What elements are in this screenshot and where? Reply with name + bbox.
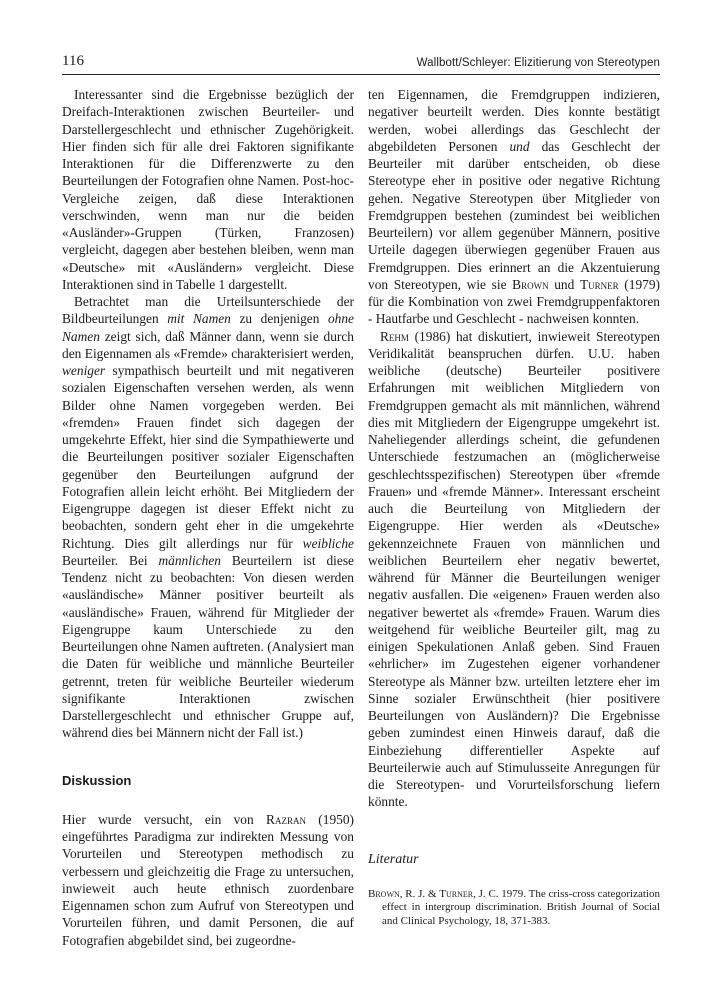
right-column — [368, 86, 660, 928]
section-heading-literatur: Literatur — [368, 851, 419, 867]
page-number: 116 — [62, 53, 84, 69]
paragraph-continued: ten Eigennamen, die Fremdgruppen indizieren, negativer beurteilt werden. Dies konnte bestätigt werden, wobei allerdings das Geschlecht der abgebildeten Personen und das Geschlecht der Beurteiler mit darüber entscheiden, ob diese Stereotype eher in positive oder negative Richtung gehen. Negative Stereotypen über Mitglieder von Fremdgruppen bestehen (zumindest bei weiblichen Beurteilern) vor allem gegenüber Männern, positive Urteile dagegen überwiegen gegenüber Frauen aus Fremdgruppen. Dies erinnert an die Akzentuierung von Stereotypen, wie sie Brown und Turner (1979) für die Kombination von zwei Fremdgruppenfaktoren - Hautfarbe und Geschlecht - nachweisen konnten. — [368, 87, 660, 327]
page-header — [62, 48, 660, 75]
section-heading-diskussion: Diskussion — [62, 772, 132, 788]
running-head: Wallbott/Schleyer: Elizitierung von Stereotypen — [416, 57, 660, 69]
left-column — [62, 86, 354, 949]
paragraph-name-effects: Betrachtet man die Urteilsunterschiede der Bildbeurteilungen mit Namen zu denjenigen ohne Namen zeigt sich, daß Männer dann, wenn sie durch den Eigennamen als «Fremde» charakterisiert werden, weniger sympathisch beurteilt und mit negativeren sozialen Eigenschaften versehen werden, als wenn Bilder ohne Namen vorgegeben werden. Bei «fremden» Frauen findet sich dagegen der umgekehrte Effekt, hier sind die Sympathiewerte und die Beurteilungen positiver sozialer Eigenschaften gegenüber den Beurteilungen aufgrund der Fotografien allein leicht erhöht. Bei Mitgliedern der Eigengruppe dagegen ist dieser Effekt nicht zu beobachten, sondern geht eher in die umgekehrte Richtung. Dies gilt allerdings nur für weibliche Beurteiler. Bei männlichen Beurteilern ist diese Tendenz nicht zu beobachten: Von diesen werden «ausländische» Männer positiver beurteilt als «ausländische» Frauen, während für Mitglieder der Eigengruppe kaum Unterschiede zu den Beurteilungen ohne Namen auftreten. (Analysiert man die Daten für weibliche und männliche Beurteiler getrennt, treten für weibliche Beurteiler wiederum signifikante Interaktionen zwischen Darstellergeschlecht und ethnischer Gruppe auf, während dies bei Männern nicht der Fall ist.) — [62, 294, 354, 741]
paragraph-interactions: Interessanter sind die Ergebnisse bezüglich der Dreifach-Interaktionen zwischen Beurteiler- und Darstellergeschlecht und ethnischer Zugehörigkeit. Hier finden sich für alle drei Faktoren signifikante Interaktionen für die Differenzwerte zu den Beurteilungen der Fotografien ohne Namen. Post-hoc-Vergleiche zeigen, daß diese Interaktionen verschwinden, wenn man nur die beiden «Ausländer»-Gruppen (Türken, Franzosen) vergleicht, dagegen aber bestehen bleiben, wenn man «Deutsche» mit «Ausländern» vergleicht. Diese Interaktionen sind in Tabelle 1 dargestellt. — [62, 87, 354, 292]
paragraph-discussion: Hier wurde versucht, ein von Razran (1950) eingeführtes Paradigma zur indirekten Messung von Vorurteilen und Stereotypen methodisch zu verbessern und gleichzeitig die Frage zu untersuchen, inwieweit auch heute ethnisch zuordenbare Eigennamen schon zum Aufruf von Stereotypen und Vorurteilen führen, und damit Personen, die auf Fotografien abgebildet sind, bei zugeordne- — [62, 811, 354, 948]
reference-entry: Brown, R. J. & Turner, J. C. 1979. The criss-cross categorization effect in intergroup discrimination. British Journal of Social and Clinical Psychology, 18, 371-383. — [368, 887, 660, 927]
paragraph-rehm: Rehm (1986) hat diskutiert, inwieweit Stereotypen Veridikalität beanspruchen dürfen. U.U. haben weibliche (deutsche) Beurteiler positivere Erfahrungen mit weiblichen Mitgliedern von Fremdgruppen gemacht als mit männlichen, während dies mit Mitgliedern der Eigengruppe umgekehrt ist. Naheliegender allerdings scheint, die gefundenen Unterschiede festzumachen an (möglicherweise geschlechtsspezifischen) Stereotypen über «fremde Frauen» und «fremde Männer». Interessant erscheint auch die Beurteilung von Mitgliedern der Eigengruppe. Hier werden als «Deutsche» gekennzeichnete Frauen von männlichen und weiblichen Beurteilern eher negativ bewertet, während für Männer die Beurteilungen weniger negativ ausfallen. Die «eigenen» Frauen werden also negativer bewertet als «fremde» Frauen. Warum dies weitgehend für weibliche Beurteiler gilt, mag zu einigen Spekulationen Anlaß geben. Sind Frauen «ehrlicher» im Zugestehen eigener vorhandener Stereotype als Männer bzw. urteilten letztere eher im Sinne sozialer Erwünschtheit (hier positivere Beurteilungen von Ausländern)? Die Ergebnisse geben zumindest einen Hinweis darauf, daß die Einbeziehung differentieller Aspekte auf Beurteilerwie auch auf Stimulusseite Anregungen für die Stereotypen- und Vorurteilsforschung liefern könnte. — [368, 328, 660, 810]
